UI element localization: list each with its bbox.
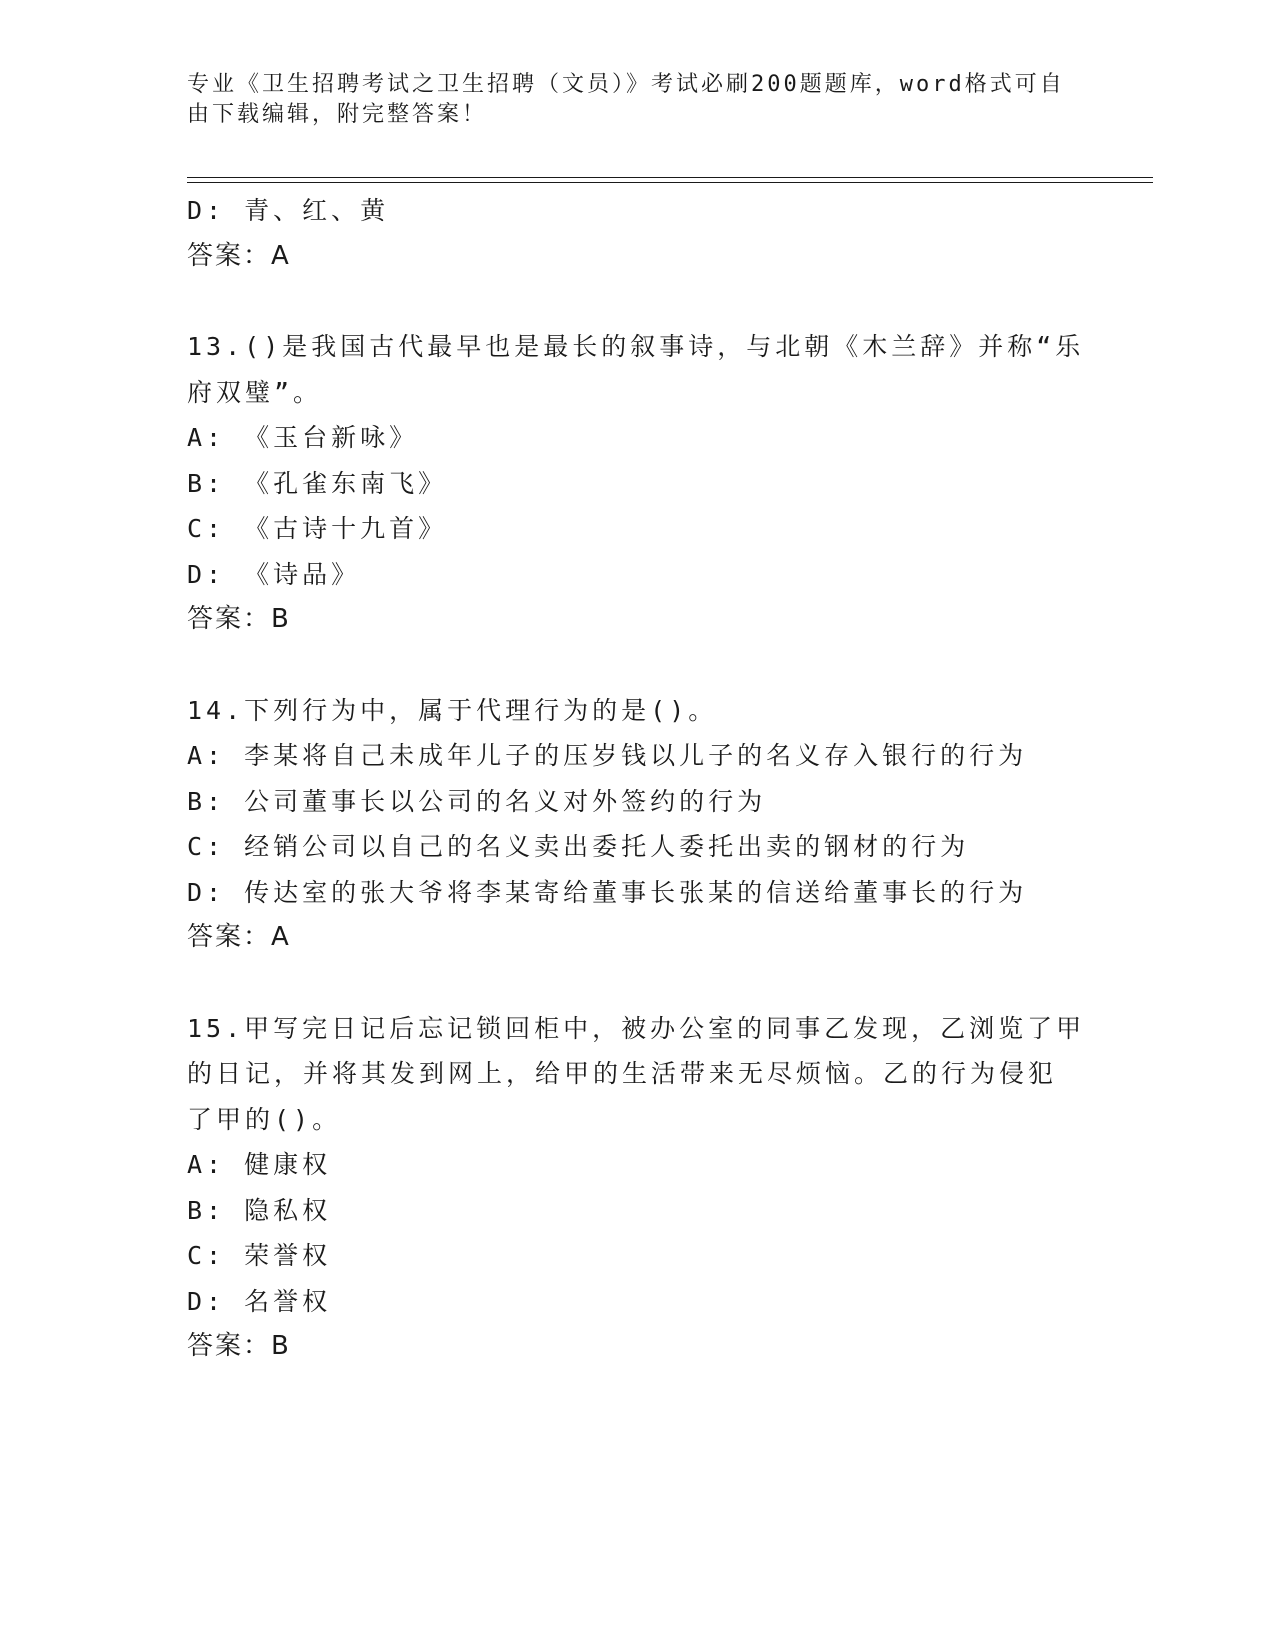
option-c: C: 《古诗十九首》 (187, 514, 448, 543)
option-b: B: 隐私权 (187, 1195, 332, 1225)
option-c: C: 经销公司以自己的名义卖出委托人委托出卖的钢材的行为 (187, 832, 970, 861)
question-14 (187, 688, 1087, 961)
question-stem-line: 13.()是我国古代最早也是最长的叙事诗，与北朝《木兰辞》并称“乐 (187, 332, 1085, 361)
question-content (187, 188, 1087, 1370)
question-stem-line: 府双璧”。 (187, 377, 323, 407)
document-header (187, 70, 1065, 130)
answer: 答案：B (187, 604, 291, 634)
spacer (187, 643, 1087, 688)
option-d: D: 名誉权 (187, 1286, 332, 1316)
option-a: A: 《玉台新咏》 (187, 423, 419, 452)
spacer (187, 279, 1087, 324)
question-stem-line: 15.甲写完日记后忘记锁回柜中，被办公室的同事乙发现，乙浏览了甲 (187, 1013, 1086, 1043)
question-13 (187, 324, 1087, 643)
prev-option-d: D: 青、红、黄 (187, 196, 390, 225)
prev-answer: 答案：A (187, 240, 291, 271)
option-b: B: 《孔雀东南飞》 (187, 468, 448, 498)
header-divider (187, 177, 1153, 183)
answer: 答案：B (187, 1331, 291, 1361)
answer: 答案：A (187, 922, 291, 952)
option-a: A: 李某将自己未成年儿子的压岁钱以儿子的名义存入银行的行为 (187, 741, 1028, 770)
spacer (187, 961, 1087, 1006)
option-b: B: 公司董事长以公司的名义对外签约的行为 (187, 786, 767, 816)
option-c: C: 荣誉权 (187, 1241, 332, 1270)
header-line-1: 专业《卫生招聘考试之卫生招聘（文员）》考试必刷200题题库，word格式可自 (187, 72, 1065, 97)
option-d: D: 《诗品》 (187, 559, 361, 589)
option-d: D: 传达室的张大爷将李某寄给董事长张某的信送给董事长的行为 (187, 877, 1028, 907)
question-stem-line: 的日记，并将其发到网上，给甲的生活带来无尽烦恼。乙的行为侵犯 (187, 1059, 1058, 1088)
question-15 (187, 1006, 1087, 1370)
question-stem-line: 14.下列行为中，属于代理行为的是()。 (187, 695, 718, 725)
option-a: A: 健康权 (187, 1150, 332, 1179)
question-stem-line: 了甲的()。 (187, 1104, 342, 1134)
header-line-2: 由下载编辑，附完整答案！ (187, 102, 488, 127)
